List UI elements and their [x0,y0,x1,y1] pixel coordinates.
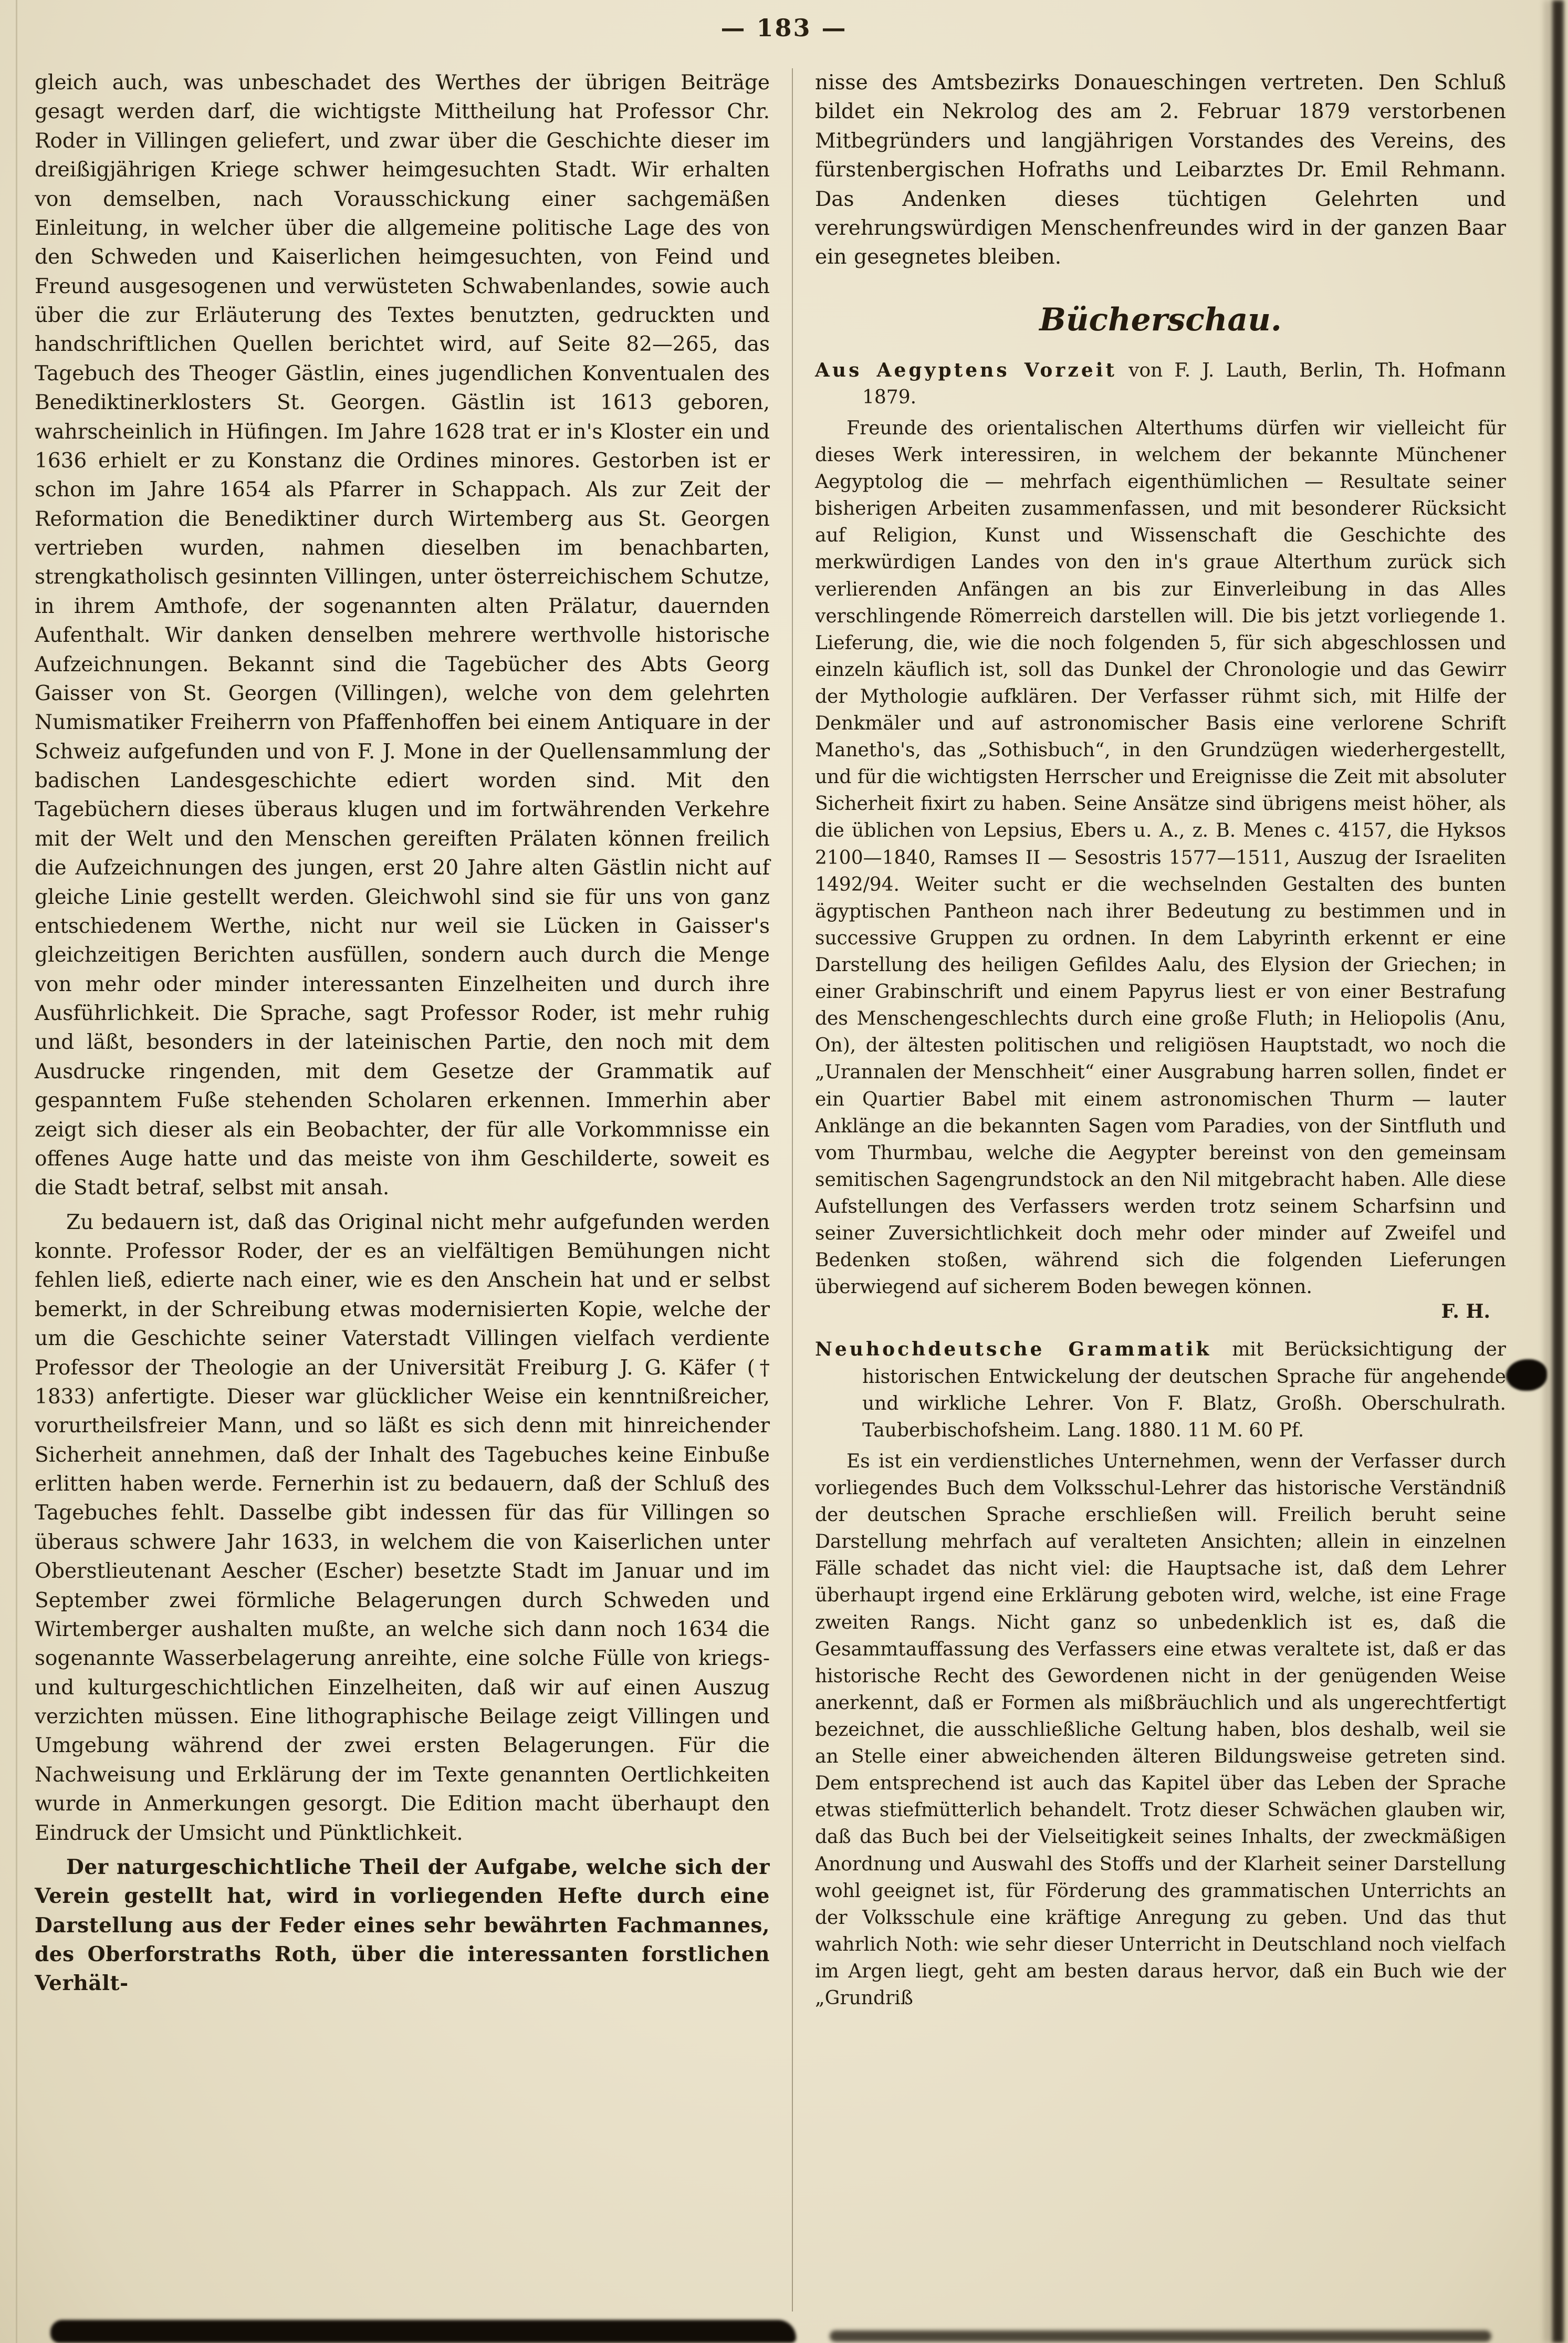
review-body: Freunde des orientalischen Alterthums dürfen wir vielleicht für dieses Werk interessiren, in welchem der bekannte Münchener Aegyptolog die — mehrfach eigenthümlichen — Resultate seiner bisherigen Arbeiten zusammenfassen, und mit besonderer Rücksicht auf Religion, Kunst und Wissenschaft die Geschichte des merkwürdigen Landes von den in's graue Alterthum zurück sich verlierenden Anfängen an bis zur Einverleibung in das Alles verschlingende Römerreich darstellen will. Die bis jetzt vorliegende 1. Lieferung, die, wie die noch folgenden 5, für sich abgeschlossen und einzeln käuflich ist, soll das Dunkel der Chronologie und das Gewirr der Mythologie aufklären. Der Verfasser rühmt sich, mit Hilfe der Denkmäler und auf astronomischer Basis eine verlorene Schrift Manetho's, das „Sothisbuch“, in den Grundzügen wiederhergestellt, und für die wichtigsten Herrscher und Ereignisse die Zeit mit absoluter Sicherheit fixirt zu haben. Seine Ansätze sind übrigens meist höher, als die üblichen von Lepsius, Ebers u. A., z. B. Menes c. 4157, die Hyksos 2100—1840, Ramses II — Sesostris 1577—1511, Auszug der Israeliten 1492/94. Weiter sucht er die wechselnden Gestalten des bunten ägyptischen Pantheon nach ihrer Bedeutung zu bestimmen und in successive Gruppen zu ordnen. In dem Labyrinth erkennt er eine Darstellung des heiligen Gefildes Aalu, des Elysion der Griechen; in einer Grabinschrift und einem Papyrus liest er von einer Bestrafung des Menschengeschlechts durch eine große Fluth; in Heliopolis (Anu, On), der ältesten politischen und religiösen Hauptstadt, wo noch die „Urannalen der Menschheit“ einer Ausgrabung harren sollen, findet er ein Quartier Babel mit einem astronomischen Thurm — lauter Anklänge an die bekannten Sagen vom Paradies, von der Sintfluth und vom Thurmbau, welche die Aegypter bereinst von den gemeinsam semitischen Sagengrundstock an den Nil mitgebracht haben. Alle diese Aufstellungen des Verfassers werden trotz seinem Scharfsinn und seiner Zuversichtlichkeit doch mehr oder minder auf Zweifel und Bedenken stoßen, während sich die folgenden Lieferungen überwiegend auf sicherem Boden bewegen können. [815,417,1506,1298]
review-title-rest: mit Berücksichtigung der historischen Entwickelung der deutschen Sprache für angehende und wirkliche Lehrer. Von F. Blatz, Großh. Oberschulrath. Tauberbischofsheim. Lang. 1880. 11 M. 60 Pf. [862,1339,1506,1441]
left-fold-line-artifact [16,0,17,2343]
ink-blot-artifact [1506,1359,1547,1391]
ink-smudge-artifact [830,2330,1491,2342]
review-body: Es ist ein verdienstliches Unternehmen, wenn der Verfasser durch vorliegendes Buch dem Volksschul-Lehrer das historische Verständniß der deutschen Sprache erschließen will. Freilich beruht seine Darstellung mehrfach auf veralteten Ansichten; allein in einzelnen Fälle schadet das nicht viel: die Hauptsache ist, daß dem Lehrer überhaupt irgend eine Erklärung geboten wird, welche, ist eine Frage zweiten Rangs. Nicht ganz so unbedenklich ist es, daß die Gesammtauffassung des Verfassers eine etwas veraltete ist, daß er das historische Recht des Gewordenen nicht in der genügenden Weise anerkennt, daß er Formen als mißbräuchlich und als ungerechtfertigt bezeichnet, die ausschließliche Geltung haben, blos deshalb, weil sie an Stelle einer abweichenden älteren Bildungsweise getreten sind. Dem entsprechend ist auch das Kapitel über das Leben der Sprache etwas stiefmütterlich behandelt. Trotz dieser Schwächen glauben wir, daß das Buch bei der Vielseitigkeit seines Inhalts, der zweckmäßigen Anordnung und Auswahl des Stoffs und der Klarheit seiner Darstellung wohl geeignet ist, für Förderung des grammatischen Unterrichts an der Volksschule eine kräftige Anregung zu geben. Und das thut wahrlich Noth: wie sehr dieser Unterricht in Deutschland noch vielfach im Argen liegt, geht am besten daraus hervor, daß ein Buch wie der „Grundriß [815,1450,1506,2009]
scan-shadow-artifact [1545,0,1550,2343]
left-column [35,68,793,2311]
review-title-rest: von F. J. Lauth, Berlin, Th. Hofmann 1879. [862,359,1506,408]
page-number: — 183 — [720,14,848,42]
text-columns [35,68,1506,2311]
body-paragraph: Zu bedauern ist, daß das Original nicht mehr aufgefunden werden konnte. Professor Roder, der es an vielfältigen Bemühungen nicht fehlen ließ, edierte nach einer, wie es den Anschein hat und er selbst bemerkt, in der Schreibung etwas modernisierten Kopie, welche der um die Geschichte seiner Vaterstadt Villingen vielfach verdiente Professor der Theologie an der Universität Freiburg J. G. Käfer († 1833) anfertigte. Dieser war glücklicher Weise ein kenntnißreicher, vorurtheilsfreier Mann, und so läßt es sich denn mit hinreichender Sicherheit annehmen, daß der Inhalt des Tagebuches keine Einbuße erlitten haben werde. Fernerhin ist zu bedauern, daß der Schluß des Tagebuches fehlt. Dasselbe gibt indessen für das für Villingen so überaus schwere Jahr 1633, in welchem die von Kaiserlichen unter Oberstlieutenant Aescher (Escher) besetzte Stadt im Januar und im September zwei förmliche Belagerungen durch Schweden und Wirtemberger aushalten mußte, an welche sich dann noch 1634 die sogenannte Wasserbelagerung anreihte, eine solche Fülle von kriegs- und kulturgeschichtlichen Einzelheiten, daß wir auf einen Auszug verzichten müssen. Eine lithographische Beilage zeigt Villingen und Umgebung während der zwei ersten Belagerungen. Für die Nachweisung und Erklärung der im Texte genannten Oertlichkeiten wurde in Anmerkungen gesorgt. Die Edition macht überhaupt den Eindruck der Umsicht und Pünktlichkeit. [35,1210,770,1845]
right-column [793,68,1506,2311]
body-paragraph: gleich auch, was unbeschadet des Werthes der übrigen Beiträge gesagt werden darf, die wichtigste Mittheilung hat Professor Chr. Roder in Villingen geliefert, und zwar über die Geschichte dieser im dreißigjährigen Kriege schwer heimgesuchten Stadt. Wir erhalten von demselben, nach Vorausschickung einer sachgemäßen Einleitung, in welcher über die allgemeine politische Lage des von den Schweden und Kaiserlichen heimgesuchten, von Feind und Freund ausgesogenen und verwüsteten Schwabenlandes, sowie auch über die zur Erläuterung des Textes benutzten, gedruckten und handschriftlichen Quellen berichtet wird, auf Seite 82—265, das Tagebuch des Theoger Gästlin, eines jugendlichen Konventualen des Benediktinerklosters St. Georgen. Gästlin ist 1613 geboren, wahrscheinlich in Hüfingen. Im Jahre 1628 trat er in's Kloster ein und 1636 erhielt er zu Konstanz die Ordines minores. Gestorben ist er schon im Jahre 1654 als Pfarrer in Schappach. Als zur Zeit der Reformation die Benediktiner durch Wirtemberg aus St. Georgen vertrieben wurden, nahmen dieselben im benachbarten, strengkatholisch gesinnten Villingen, unter österreichischem Schutze, in ihrem Amthofe, der sogenannten alten Prälatur, dauernden Aufenthalt. Wir danken denselben mehrere werthvolle historische Aufzeichnungen. Bekannt sind die Tagebücher des Abts Georg Gaisser von St. Georgen (Villingen), welche von dem gelehrten Numismatiker Freiherrn von Pfaffenhoffen bei einem Antiquare in der Schweiz aufgefunden und von F. J. Mone in der Quellensammlung der badischen Landesgeschichte ediert worden sind. Mit den Tagebüchern dieses überaus klugen und im fortwährenden Verkehre mit der Welt und den Menschen gereiften Prälaten können freilich die Aufzeichnungen des jungen, erst 20 Jahre alten Gästlin nicht auf gleiche Linie gestellt werden. Gleichwohl sind sie für uns von ganz entschiedenem Werthe, nicht nur weil sie Lücken in Gaisser's gleichzeitigen Berichten ausfüllen, sondern auch durch die Menge von mehr oder minder interessanten Einzelheiten und durch ihre Ausführlichkeit. Die Sprache, sagt Professor Roder, ist mehr ruhig und läßt, besonders in der lateinischen Partie, den noch mit dem Ausdrucke ringenden, mit dem Gesetze der Grammatik auf gespanntem Fuße stehenden Scholaren erkennen. Immerhin aber zeigt sich dieser als ein Beobachter, der für alle Vorkommnisse ein offenes Auge hatte und das meiste von ihm Geschilderte, soweit es die Stadt betraf, selbst mit ansah. [35,71,770,1200]
body-paragraph-bold: Der naturgeschichtliche Theil der Aufgabe, welche sich der Verein gestellt hat, wird in vorliegenden Hefte durch eine Darstellung aus der Feder eines sehr bewährten Fachmannes, des Oberforstraths Roth, über die interessanten forstlichen Verhält- [35,1855,770,1996]
reviewer-signature: F. H. [1441,1300,1490,1323]
review-title-emphasis: Aus Aegyptens Vorzeit [815,359,1117,381]
section-heading-buecherschau: Bücherschau. [1039,301,1282,338]
ink-smudge-artifact [50,2320,796,2343]
review-title [815,357,1506,411]
continuation-paragraph: nisse des Amtsbezirks Donaueschingen vertreten. Den Schluß bildet ein Nekrolog des am 2. Februar 1879 verstorbenen Mitbegründers und langjährigen Vorstandes des Vereins, des fürstenbergischen Hofraths und Leibarztes Dr. Emil Rehmann. Das Andenken dieses tüchtigen Gelehrten und verehrungswürdigen Menschenfreundes wird in der ganzen Baar ein gesegnetes bleiben. [815,71,1506,269]
scan-edge-artifact [1552,0,1564,2343]
review-title [815,1336,1506,1443]
review-title-emphasis: Neuhochdeutsche Grammatik [815,1338,1212,1361]
